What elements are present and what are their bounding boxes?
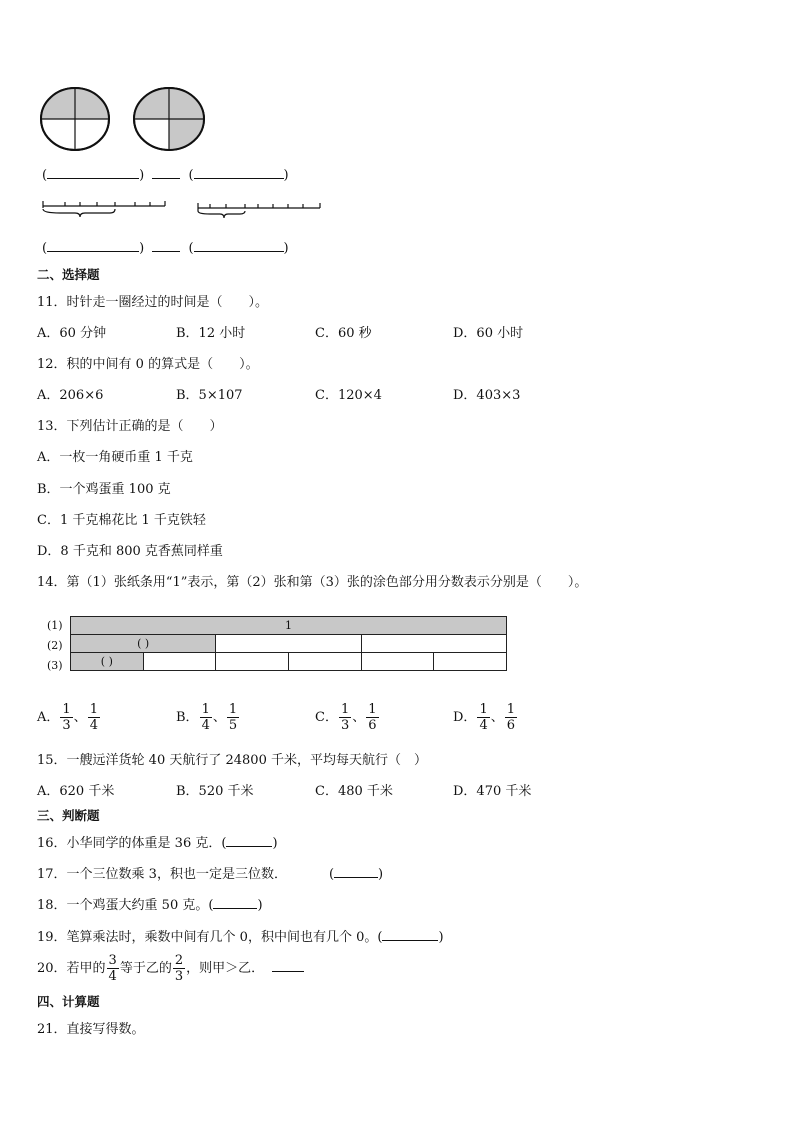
paren-open: ( xyxy=(188,168,194,183)
paren-open: ( xyxy=(42,241,48,256)
answer-blank[interactable] xyxy=(194,239,284,252)
strip-3-part xyxy=(289,653,362,671)
answer-row-2 xyxy=(42,239,289,256)
segment-line-right xyxy=(198,203,320,218)
fraction-circles-figure xyxy=(38,84,218,154)
segment-lines-figure xyxy=(40,198,330,222)
strip-label-2: (2) xyxy=(47,639,63,652)
q11-option-b[interactable]: B．12 小时 xyxy=(176,326,246,341)
fraction: $\frac{1}{4}$ xyxy=(201,702,210,733)
q12-option-a[interactable]: A．206×6 xyxy=(37,388,104,403)
q12-option-c[interactable]: C．120×4 xyxy=(315,388,382,403)
q17: 17．一个三位数乘 3，积也一定是三位数． ( ) xyxy=(37,867,384,882)
q12-option-d[interactable]: D．403×3 xyxy=(453,388,521,403)
fraction: $\frac{1}{4}$ xyxy=(479,702,488,733)
answer-blank[interactable] xyxy=(194,166,284,179)
strip-3-part xyxy=(361,653,434,671)
q13-option-c[interactable]: C．1 千克棉花比 1 千克铁轻 xyxy=(37,513,206,528)
paren-close: ) xyxy=(283,168,289,183)
q21-stem: 21．直接写得数。 xyxy=(37,1022,145,1037)
strip-label-1: (1) xyxy=(47,619,63,632)
paren-close: ) xyxy=(283,241,289,256)
q15-option-c[interactable]: C．480 千米 xyxy=(315,784,393,799)
strip-3 xyxy=(71,653,507,671)
q18: 18．一个鸡蛋大约重 50 克。( ) xyxy=(37,898,263,913)
answer-row-1 xyxy=(42,166,289,183)
answer-blank[interactable] xyxy=(47,239,139,252)
q14-option-c[interactable]: C． $\frac{1}{3}$ 、 $\frac{1}{6}$ xyxy=(315,702,377,733)
paren-open: ( xyxy=(188,241,194,256)
q11-stem: 11．时针走一圈经过的时间是（ ）。 xyxy=(37,295,269,310)
strip-2-part xyxy=(216,635,361,653)
q16: 16．小华同学的体重是 36 克．( ) xyxy=(37,836,278,851)
q11-option-c[interactable]: C．60 秒 xyxy=(315,326,372,341)
fraction: $\frac{1}{4}$ xyxy=(89,702,98,733)
q13-stem: 13．下列估计正确的是（ ） xyxy=(37,419,223,434)
answer-blank[interactable] xyxy=(382,928,438,941)
q15-option-b[interactable]: B．520 千米 xyxy=(176,784,254,799)
q14-stem: 14．第（1）张纸条用“1”表示，第（2）张和第（3）张的涂色部分用分数表示分别是（ ）。 xyxy=(37,575,588,590)
answer-blank[interactable] xyxy=(152,239,180,252)
answer-blank[interactable] xyxy=(226,834,272,847)
q14-option-b[interactable]: B． $\frac{1}{4}$ 、 $\frac{1}{5}$ xyxy=(176,702,238,733)
strip-2-part xyxy=(361,635,506,653)
fraction: $\frac{1}{6}$ xyxy=(506,702,516,733)
q14-option-a[interactable]: A． $\frac{1}{3}$ 、 $\frac{1}{4}$ xyxy=(37,702,98,733)
circle-three-quarters-shaded xyxy=(134,88,204,150)
fraction: $\frac{1}{6}$ xyxy=(368,702,377,733)
fraction: $\frac{1}{3}$ xyxy=(340,702,350,733)
strip-3-part xyxy=(216,653,289,671)
q19: 19．笔算乘法时，乘数中间有几个 0，积中间也有几个 0。( ) xyxy=(37,930,444,945)
q11-option-d[interactable]: D．60 小时 xyxy=(453,326,524,341)
q11-option-a[interactable]: A．60 分钟 xyxy=(37,326,107,341)
fraction: $\frac{3}{4}$ xyxy=(108,953,117,984)
q15-option-d[interactable]: D．470 千米 xyxy=(453,784,532,799)
q12-stem: 12．积的中间有 0 的算式是（ ）。 xyxy=(37,357,259,372)
paper-strips xyxy=(70,616,507,671)
section-title: 三、判断题 xyxy=(37,808,100,823)
strip-2-shaded: ( ) xyxy=(71,635,216,653)
q15-option-a[interactable]: A．620 千米 xyxy=(37,784,115,799)
q13-option-b[interactable]: B．一个鸡蛋重 100 克 xyxy=(37,482,171,497)
answer-blank[interactable] xyxy=(213,896,257,909)
strip-3-part xyxy=(434,653,507,671)
q12-option-b[interactable]: B．5×107 xyxy=(176,388,243,403)
strip-label-3: (3) xyxy=(47,659,63,672)
circle-quarter-shaded xyxy=(41,88,109,150)
strip-1-whole: 1 xyxy=(71,617,507,635)
strip-3-part xyxy=(143,653,216,671)
section-title: 四、计算题 xyxy=(37,994,100,1009)
strip-1 xyxy=(71,617,507,635)
strip-3-shaded: ( ) xyxy=(71,653,144,671)
q20: 20．若甲的 $\frac{3}{4}$ 等于乙的 $\frac{2}{3}$ ，则甲＞乙． xyxy=(37,953,304,984)
answer-blank[interactable] xyxy=(152,166,180,179)
strip-2 xyxy=(71,635,507,653)
q13-option-d[interactable]: D．8 千克和 800 克香蕉同样重 xyxy=(37,544,223,559)
fraction: $\frac{2}{3}$ xyxy=(174,953,184,984)
paren-open: ( xyxy=(42,168,48,183)
paren-close: ) xyxy=(139,168,145,183)
q13-option-a[interactable]: A．一枚一角硬币重 1 千克 xyxy=(37,450,193,465)
answer-blank[interactable] xyxy=(47,166,139,179)
q14-option-d[interactable]: D． $\frac{1}{4}$ 、 $\frac{1}{6}$ xyxy=(453,702,516,733)
q15-stem: 15．一艘远洋货轮 40 天航行了 24800 千米，平均每天航行（ ） xyxy=(37,753,427,768)
answer-blank[interactable] xyxy=(334,865,378,878)
segment-line-left xyxy=(43,201,165,217)
fraction: $\frac{1}{3}$ xyxy=(62,702,71,733)
paren-close: ) xyxy=(139,241,145,256)
section-title: 二、选择题 xyxy=(37,267,100,282)
fraction: $\frac{1}{5}$ xyxy=(228,702,238,733)
answer-blank[interactable] xyxy=(272,959,304,972)
